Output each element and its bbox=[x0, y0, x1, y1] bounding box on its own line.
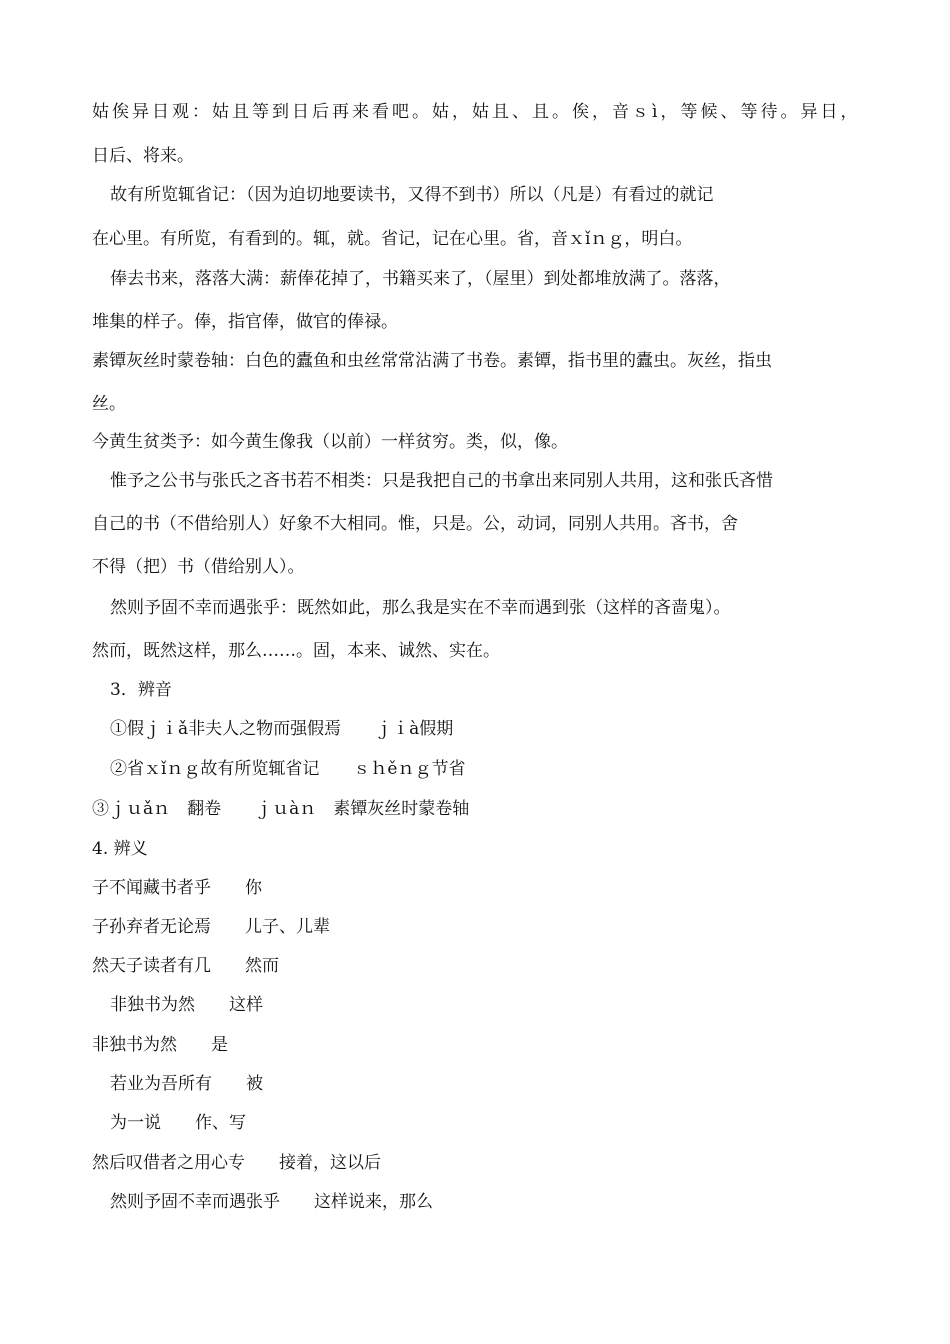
paragraph-char: 后 bbox=[312, 102, 329, 122]
paragraph-char: 俟 bbox=[112, 102, 129, 122]
paragraph-line-3: 故有所览辄省记：（因为迫切地要读书，又得不到书）所以（凡是）有看过的就记 bbox=[110, 185, 714, 205]
meaning-item-4: 非独书为然 这样 bbox=[110, 995, 263, 1015]
paragraph-char: 来 bbox=[352, 102, 369, 122]
paragraph-line-9: 今黄生贫类予：如今黄生像我（以前）一样贫穷。类，似，像。 bbox=[92, 432, 568, 452]
meaning-item-3: 然天子读者有几 然而 bbox=[92, 956, 279, 976]
paragraph-char: 且 bbox=[532, 102, 549, 122]
paragraph-char: 待 bbox=[760, 102, 778, 122]
paragraph-char: 看 bbox=[372, 102, 389, 122]
pronunciation-item-3: ③ｊｕǎｎ 翻卷 ｊｕàｎ 素镡灰丝时蒙卷轴 bbox=[92, 799, 470, 819]
paragraph-char: ： bbox=[192, 102, 209, 122]
paragraph-char: ｓ bbox=[632, 102, 649, 122]
paragraph-char: 。 bbox=[780, 102, 798, 122]
meaning-item-2: 子孙弃者无论焉 儿子、儿辈 bbox=[92, 917, 330, 937]
paragraph-line-8: 丝。 bbox=[92, 394, 126, 414]
paragraph-char: 姑 bbox=[212, 102, 229, 122]
paragraph-char: 异 bbox=[800, 102, 818, 122]
meaning-item-8: 然后叹借者之用心专 接着，这以后 bbox=[92, 1153, 381, 1173]
paragraph-char: ， bbox=[592, 102, 609, 122]
paragraph-char: 、 bbox=[512, 102, 529, 122]
section-heading-bianyin: 3．辨音 bbox=[110, 680, 172, 700]
paragraph-char: 日 bbox=[820, 102, 838, 122]
paragraph-char: 观 bbox=[172, 102, 189, 122]
meaning-item-1: 子不闻藏书者乎 你 bbox=[92, 878, 262, 898]
pronunciation-item-1: ①假ｊｉǎ非夫人之物而强假焉 ｊｉà假期 bbox=[110, 719, 454, 739]
paragraph-char: 再 bbox=[332, 102, 349, 122]
section-heading-bianyi: 4. 辨义 bbox=[92, 839, 148, 859]
meaning-item-7: 为一说 作、写 bbox=[110, 1113, 246, 1133]
paragraph-char: 异 bbox=[132, 102, 149, 122]
paragraph-char: 。 bbox=[552, 102, 569, 122]
paragraph-line-2: 日后、将来。 bbox=[92, 146, 194, 166]
paragraph-char: ì bbox=[652, 102, 658, 122]
pronunciation-item-2: ②省ｘǐｎｇ故有所览辄省记 ｓｈěｎｇ节省 bbox=[110, 759, 466, 779]
paragraph-line-10: 惟予之公书与张氏之吝书若不相类：只是我把自己的书拿出来同别人共用，这和张氏吝惜 bbox=[110, 471, 773, 491]
paragraph-char: 等 bbox=[740, 102, 758, 122]
paragraph-char: 等 bbox=[680, 102, 698, 122]
paragraph-line-5: 俸去书来，落落大满：薪俸花掉了，书籍买来了，（屋里）到处都堆放满了。落落， bbox=[110, 269, 731, 289]
paragraph-line-6: 堆集的样子。俸，指官俸，做官的俸禄。 bbox=[92, 312, 398, 332]
paragraph-line-14: 然而，既然这样，那么……。固，本来、诚然、实在。 bbox=[92, 641, 500, 661]
paragraph-char: 到 bbox=[272, 102, 289, 122]
paragraph-char: 候 bbox=[700, 102, 718, 122]
paragraph-char: ， bbox=[840, 102, 858, 122]
paragraph-char: 姑 bbox=[92, 102, 109, 122]
paragraph-line-12: 不得（把）书（借给别人）。 bbox=[92, 557, 305, 577]
meaning-item-5: 非独书为然 是 bbox=[92, 1035, 228, 1055]
paragraph-char: 且 bbox=[232, 102, 249, 122]
paragraph-char: 等 bbox=[252, 102, 269, 122]
paragraph-char: 、 bbox=[720, 102, 738, 122]
paragraph-char: 日 bbox=[152, 102, 169, 122]
paragraph-line-1 bbox=[92, 101, 858, 123]
meaning-item-9: 然则予固不幸而遇张乎 这样说来，那么 bbox=[110, 1192, 433, 1212]
paragraph-char: 且 bbox=[492, 102, 509, 122]
paragraph-line-13: 然则予固不幸而遇张乎：既然如此，那么我是实在不幸而遇到张（这样的吝啬鬼）。 bbox=[110, 598, 731, 618]
paragraph-char: 姑 bbox=[432, 102, 449, 122]
paragraph-char: ， bbox=[452, 102, 469, 122]
paragraph-char: ， bbox=[660, 102, 678, 122]
paragraph-line-11: 自己的书（不借给别人）好象不大相同。惟，只是。公，动词，同别人共用。吝书，舍 bbox=[92, 514, 738, 534]
paragraph-char: 日 bbox=[292, 102, 309, 122]
paragraph-line-4: 在心里。有所览，有看到的。辄，就。省记，记在心里。省，音ｘǐｎｇ，明白。 bbox=[92, 229, 693, 249]
paragraph-char: 音 bbox=[612, 102, 629, 122]
paragraph-char: 姑 bbox=[472, 102, 489, 122]
paragraph-char: 。 bbox=[412, 102, 429, 122]
meaning-item-6: 若业为吾所有 被 bbox=[110, 1074, 263, 1094]
paragraph-char: 吧 bbox=[392, 102, 409, 122]
paragraph-line-7: 素镡灰丝时蒙卷轴：白色的蠹鱼和虫丝常常沾满了书卷。素镡，指书里的蠹虫。灰丝，指虫 bbox=[92, 351, 772, 371]
paragraph-text bbox=[92, 101, 858, 123]
paragraph-char: 俟 bbox=[572, 102, 589, 122]
